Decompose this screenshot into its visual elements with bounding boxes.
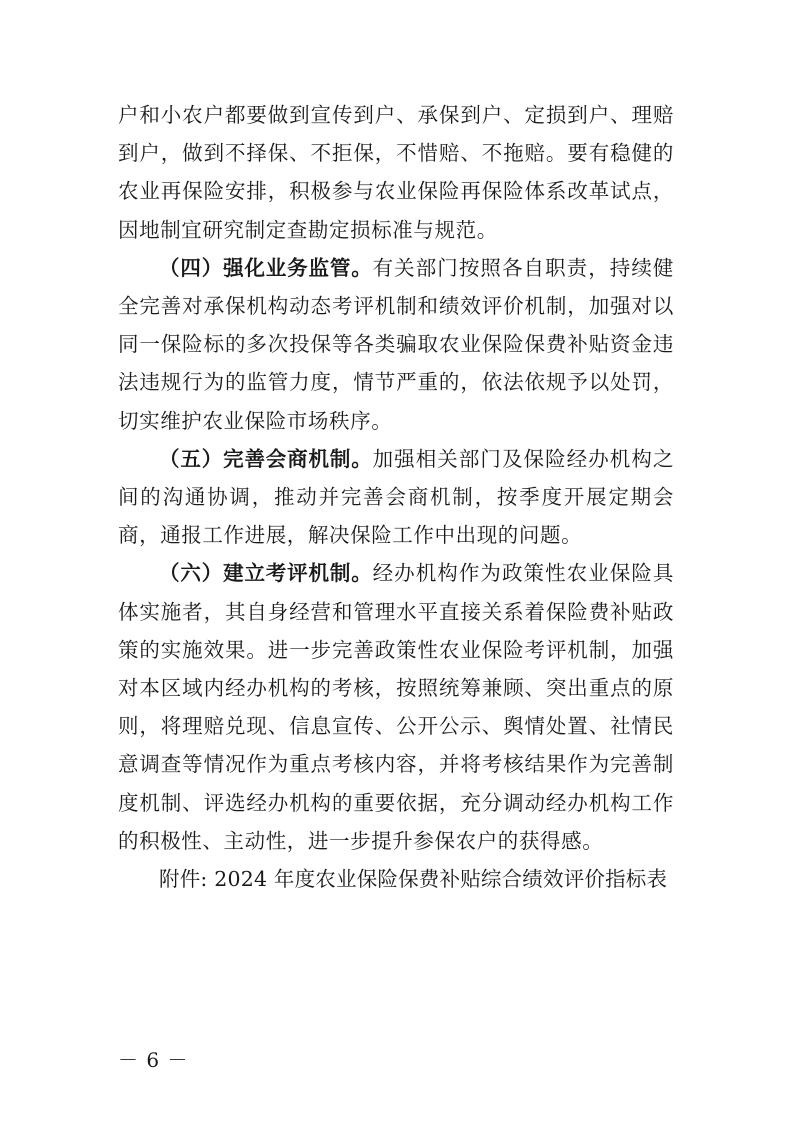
paragraph-continuation — [118, 96, 674, 249]
paragraph-evaluation-mechanism — [118, 554, 674, 860]
paragraph-text: 户和小农户都要做到宣传到户、承保到户、定损到户、理赔到户，做到不择保、不拒保，不惜赔、不拖赔。要有稳健的农业再保险安排，积极参与农业保险再保险体系改革试点，因地制宜研究制定查勘定损标准与规范。 — [118, 103, 674, 242]
paragraph-consultation-mechanism — [118, 440, 674, 555]
paragraph-text: 经办机构作为政策性农业保险具体实施者，其自身经营和管理水平直接关系着保险费补贴政策的实施效果。进一步完善政策性农业保险考评机制，加强对本区域内经办机构的考核，按照统筹兼顾、突出重点的原则，将理赔兑现、信息宣传、公开公示、舆情处置、社情民意调查等情况作为重点考核内容，并将考核结果作为完善制度机制、评选经办机构的重要依据，充分调动经办机构工作的积极性、主动性，进一步提升参保农户的获得感。 — [118, 561, 674, 853]
attachment-note: 附件: 2024 年度农业保险保费补贴综合绩效评价指标表 — [159, 867, 668, 892]
page-number: － 6 － — [118, 1048, 189, 1072]
section-heading-6: （六）建立考评机制。 — [159, 561, 373, 586]
paragraph-text: 加强相关部门及保险经办机构之间的沟通协调，推动并完善会商机制，按季度开展定期会商，通报工作进展，解决保险工作中出现的问题。 — [118, 446, 674, 548]
paragraph-text: 有关部门按照各自职责，持续健全完善对承保机构动态考评机制和绩效评价机制，加强对以同一保险标的多次投保等各类骗取农业保险保费补贴资金违法违规行为的监管力度，情节严重的，依法依规予以处罚，切实维护农业保险市场秩序。 — [118, 255, 674, 433]
section-heading-4: （四）强化业务监管。 — [159, 255, 373, 280]
paragraph-business-supervision — [118, 249, 674, 440]
section-heading-5: （五）完善会商机制。 — [159, 446, 373, 471]
document-body — [118, 96, 674, 898]
